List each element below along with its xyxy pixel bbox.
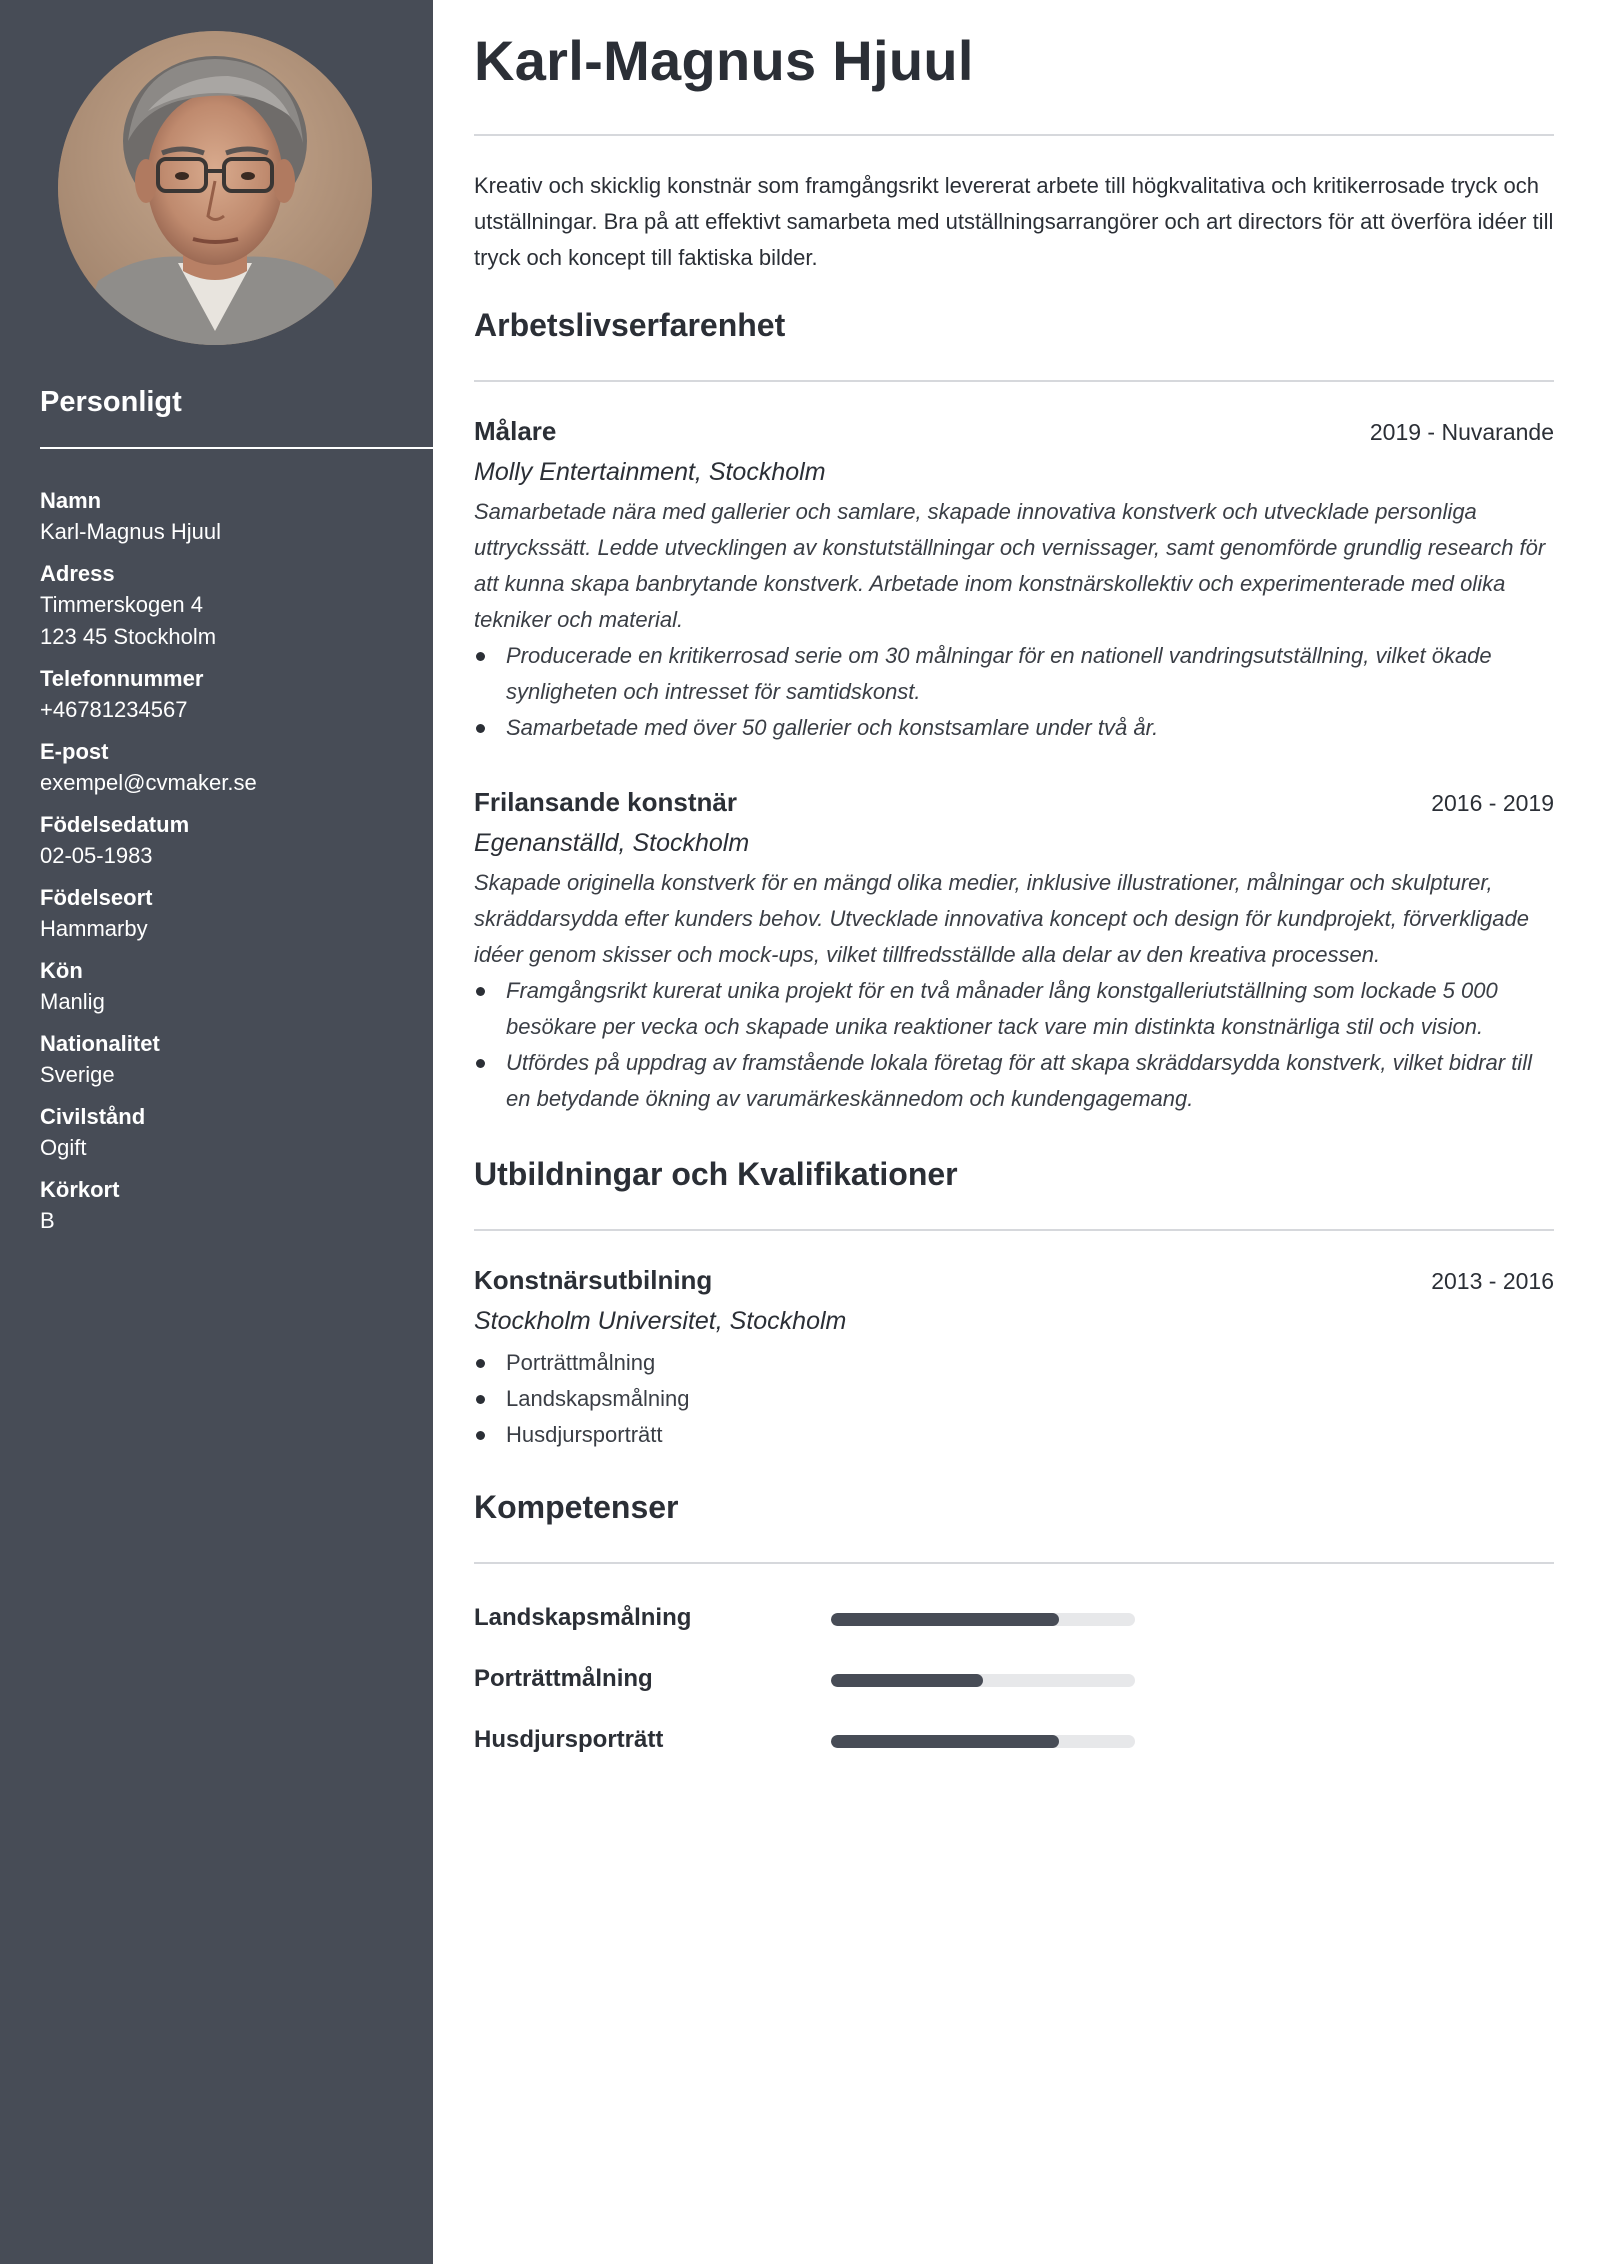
personal-label: Födelseort xyxy=(40,885,153,910)
topic-item: Landskapsmålning xyxy=(474,1381,1554,1417)
skill-name: Landskapsmålning xyxy=(474,1604,692,1631)
achievement-item: Producerade en kritikerrosad serie om 30 målningar för en nationell vandringsutställning, vilket ökade synligheten och intresset för samtidskonst. xyxy=(474,638,1554,710)
personal-item-phone xyxy=(40,664,420,726)
education-entry xyxy=(474,1262,1554,1453)
skill-level-fill xyxy=(831,1735,1059,1748)
job-date: 2016 - 2019 xyxy=(1431,790,1554,816)
personal-label: Födelsedatum xyxy=(40,812,190,837)
skill-name: Porträttmålning xyxy=(474,1665,653,1692)
personal-label: Körkort xyxy=(40,1177,120,1202)
experience-divider xyxy=(474,380,1554,382)
sidebar xyxy=(0,0,433,2264)
job-description: Skapade originella konstverk för en mängd olika medier, inklusive illustrationer, målningar och skulpturer, skräddarsydda efter kunders behov. Utvecklade innovativa koncept och design för kundprojekt, förverkligade idéer genom skisser och mock-ups, vilket tillfredsställde alla delar av den kreativa processen. xyxy=(474,870,1529,967)
job-company: Molly Entertainment, Stockholm xyxy=(474,458,826,486)
candidate-name: Karl-Magnus Hjuul xyxy=(474,29,974,92)
skill-level-bar xyxy=(831,1674,1135,1687)
personal-value: Timmerskogen 4 xyxy=(40,592,204,617)
topic-item: Porträttmålning xyxy=(474,1345,1554,1381)
personal-item-drivers-license xyxy=(40,1175,420,1237)
header-divider xyxy=(474,134,1554,136)
achievement-item: Framgångsrikt kurerat unika projekt för en två månader lång konstgalleriutställning som lockade 5 000 besökare per vecka och skapade unika reaktioner tack vare min distinkta konstnärliga stil och vision. xyxy=(474,973,1554,1045)
job-achievements xyxy=(474,638,1554,746)
job-achievements xyxy=(474,973,1554,1117)
job-entry xyxy=(474,413,1554,746)
job-company: Egenanställd, Stockholm xyxy=(474,829,750,857)
personal-item-birthdate xyxy=(40,810,420,872)
personal-item-civil-status xyxy=(40,1102,420,1164)
personal-label: E-post xyxy=(40,739,109,764)
personal-value: 123 45 Stockholm xyxy=(40,624,217,649)
job-entry xyxy=(474,784,1554,1117)
personal-value: 02-05-1983 xyxy=(40,843,153,868)
personal-value: Ogift xyxy=(40,1135,87,1160)
topic-item: Husdjursporträtt xyxy=(474,1417,1554,1453)
skills-heading: Kompetenser xyxy=(474,1489,679,1525)
education-topics xyxy=(474,1345,1554,1453)
personal-value: Hammarby xyxy=(40,916,148,941)
personal-value: Karl-Magnus Hjuul xyxy=(40,519,221,544)
personal-item-address xyxy=(40,559,420,653)
personal-label: Namn xyxy=(40,488,102,513)
skill-row xyxy=(474,1600,1174,1640)
personal-label: Telefonnummer xyxy=(40,666,204,691)
personal-item-name xyxy=(40,486,420,548)
education-divider xyxy=(474,1229,1554,1231)
experience-heading: Arbetslivserfarenhet xyxy=(474,307,786,343)
education-date: 2013 - 2016 xyxy=(1431,1268,1554,1294)
education-title: Konstnärsutbilning xyxy=(474,1265,713,1295)
profile-summary: Kreativ och skicklig konstnär som framgångsrikt levererat arbete till högkvalitativa och kritikerrosade tryck och utställningar. Bra på att effektivt samarbeta med utställningsarrangörer och art directors för att överföra idéer till tryck och koncept till faktiska bilder. xyxy=(474,173,1554,270)
personal-item-email xyxy=(40,737,420,799)
personal-label: Adress xyxy=(40,561,115,586)
skill-level-fill xyxy=(831,1674,983,1687)
personal-info-list xyxy=(40,486,420,1248)
achievement-item: Utfördes på uppdrag av framstående lokala företag för att skapa skräddarsydda konstverk, vilket bidrar till en betydande ökning av varumärkeskännedom och kundengagemang. xyxy=(474,1045,1554,1117)
education-school: Stockholm Universitet, Stockholm xyxy=(474,1307,847,1335)
skill-row xyxy=(474,1722,1174,1762)
skill-row xyxy=(474,1661,1174,1701)
education-heading: Utbildningar och Kvalifikationer xyxy=(474,1156,958,1192)
skill-level-bar xyxy=(831,1735,1135,1748)
personal-value: B xyxy=(40,1208,55,1233)
personal-value: Sverige xyxy=(40,1062,115,1087)
skills-divider xyxy=(474,1562,1554,1564)
personal-item-nationality xyxy=(40,1029,420,1091)
skill-level-bar xyxy=(831,1613,1135,1626)
job-title: Målare xyxy=(474,416,557,446)
personal-value: +46781234567 xyxy=(40,697,188,722)
skill-level-fill xyxy=(831,1613,1059,1626)
personal-label: Civilstånd xyxy=(40,1104,146,1129)
personal-value: Manlig xyxy=(40,989,105,1014)
job-title: Frilansande konstnär xyxy=(474,787,737,817)
profile-photo xyxy=(58,31,372,345)
personal-value: exempel@cvmaker.se xyxy=(40,770,257,795)
personal-heading: Personligt xyxy=(40,386,182,418)
job-description: Samarbetade nära med gallerier och samlare, skapade innovativa konstverk och utvecklade personliga uttryckssätt. Ledde utvecklingen av konstutställningar och vernissager, samt genomförde grundlig research för att kunna skapa banbrytande konstverk. Arbetade inom konstnärskollektiv och experimenterade med olika tekniker och material. xyxy=(474,499,1546,632)
personal-divider xyxy=(40,447,433,449)
personal-label: Kön xyxy=(40,958,83,983)
skill-name: Husdjursporträtt xyxy=(474,1726,664,1753)
personal-item-gender xyxy=(40,956,420,1018)
personal-item-birthplace xyxy=(40,883,420,945)
personal-label: Nationalitet xyxy=(40,1031,160,1056)
job-date: 2019 - Nuvarande xyxy=(1369,419,1554,445)
achievement-item: Samarbetade med över 50 gallerier och konstsamlare under två år. xyxy=(474,710,1554,746)
